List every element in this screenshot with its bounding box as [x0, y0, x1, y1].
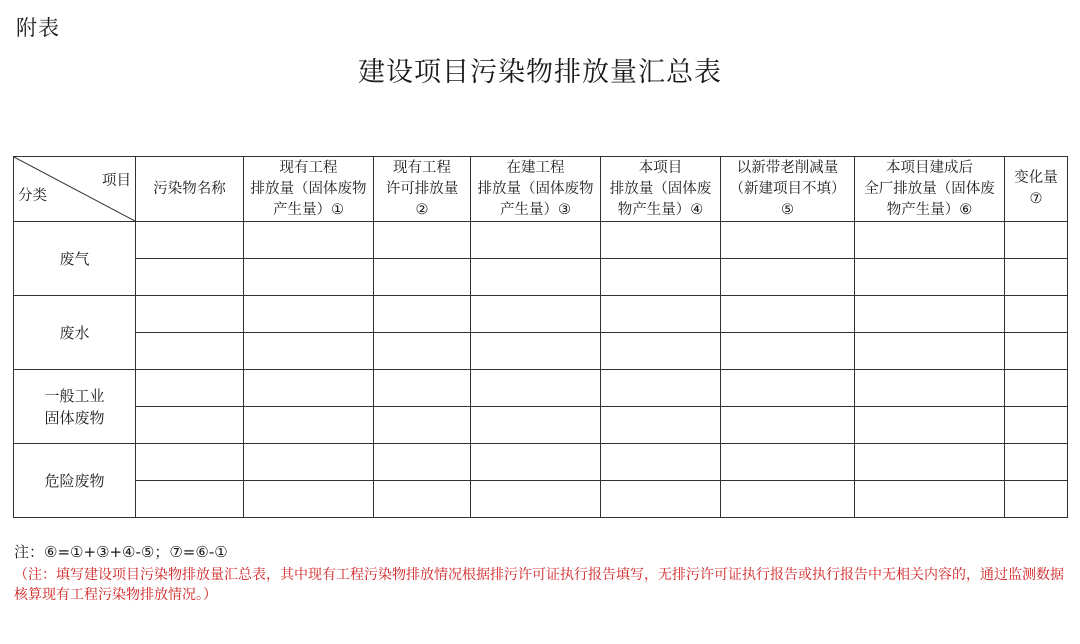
table-cell[interactable] — [855, 481, 1005, 518]
table-cell[interactable] — [601, 333, 721, 370]
table-cell[interactable] — [721, 407, 855, 444]
col-header-under-construction: 在建工程 排放量（固体废物 产生量）③ — [471, 157, 601, 222]
table-cell[interactable] — [1005, 481, 1068, 518]
diag-top-label: 项目 — [102, 173, 131, 189]
table-cell[interactable] — [601, 444, 721, 481]
table-row — [14, 296, 1068, 333]
appendix-label: 附表 — [16, 16, 60, 40]
table-cell[interactable] — [471, 370, 601, 407]
table-cell[interactable] — [374, 370, 471, 407]
table-cell[interactable] — [471, 296, 601, 333]
table-cell[interactable] — [471, 444, 601, 481]
table-cell[interactable] — [244, 481, 374, 518]
table-cell[interactable] — [136, 481, 244, 518]
col-header-existing-permit: 现有工程 许可排放量 ② — [374, 157, 471, 222]
table-row — [14, 407, 1068, 444]
table-row — [14, 333, 1068, 370]
table-cell[interactable] — [244, 222, 374, 259]
table-cell[interactable] — [244, 333, 374, 370]
table-cell[interactable] — [244, 296, 374, 333]
table-cell[interactable] — [1005, 259, 1068, 296]
table-cell[interactable] — [374, 481, 471, 518]
table-cell[interactable] — [136, 222, 244, 259]
table-cell[interactable] — [721, 444, 855, 481]
table-cell[interactable] — [601, 370, 721, 407]
header-row — [14, 157, 1068, 222]
table-cell[interactable] — [721, 370, 855, 407]
category-waste-gas: 废气 — [14, 222, 136, 296]
col-header-this-project: 本项目 排放量（固体废 物产生量）④ — [601, 157, 721, 222]
table-cell[interactable] — [244, 370, 374, 407]
category-hazardous-waste: 危险废物 — [14, 444, 136, 518]
table-cell[interactable] — [721, 259, 855, 296]
table-cell[interactable] — [601, 259, 721, 296]
col-header-plant-total: 本项目建成后 全厂排放量（固体废 物产生量）⑥ — [855, 157, 1005, 222]
table-cell[interactable] — [374, 296, 471, 333]
table-cell[interactable] — [471, 407, 601, 444]
table-row — [14, 370, 1068, 407]
table-cell[interactable] — [1005, 296, 1068, 333]
table-row — [14, 222, 1068, 259]
table-cell[interactable] — [374, 333, 471, 370]
table-cell[interactable] — [1005, 222, 1068, 259]
table-cell[interactable] — [374, 259, 471, 296]
table-cell[interactable] — [855, 259, 1005, 296]
table-cell[interactable] — [721, 481, 855, 518]
remark-note: （注：填写建设项目污染物排放量汇总表，其中现有工程污染物排放情况根据排污许可证执行报告填写，无排污许可证执行报告或执行报告中无相关内容的，通过监测数据核算现有工程污染物排放情况。） — [14, 567, 1064, 603]
table-cell[interactable] — [855, 370, 1005, 407]
table-cell[interactable] — [855, 296, 1005, 333]
table-cell[interactable] — [374, 444, 471, 481]
table-cell[interactable] — [471, 259, 601, 296]
table-row — [14, 444, 1068, 481]
table-cell[interactable] — [855, 333, 1005, 370]
table-cell[interactable] — [601, 407, 721, 444]
table-cell[interactable] — [136, 407, 244, 444]
table-cell[interactable] — [1005, 370, 1068, 407]
table-cell[interactable] — [601, 222, 721, 259]
table-row — [14, 481, 1068, 518]
table-cell[interactable] — [721, 222, 855, 259]
table-cell[interactable] — [136, 333, 244, 370]
table-cell[interactable] — [855, 222, 1005, 259]
table-cell[interactable] — [1005, 407, 1068, 444]
col-header-change: 变化量 ⑦ — [1005, 157, 1068, 222]
table-cell[interactable] — [1005, 444, 1068, 481]
table-cell[interactable] — [136, 370, 244, 407]
col-header-reduction: 以新带老削减量 （新建项目不填） ⑤ — [721, 157, 855, 222]
formula-note: 注：⑥=①+③+④-⑤；⑦=⑥-① — [14, 543, 228, 561]
table-cell[interactable] — [244, 444, 374, 481]
table-cell[interactable] — [244, 407, 374, 444]
table-cell[interactable] — [721, 333, 855, 370]
table-cell[interactable] — [601, 481, 721, 518]
table-row — [14, 259, 1068, 296]
category-general-solid-waste: 一般工业 固体废物 — [14, 370, 136, 444]
table-cell[interactable] — [855, 444, 1005, 481]
table-cell[interactable] — [471, 481, 601, 518]
table-cell[interactable] — [601, 296, 721, 333]
table-cell[interactable] — [471, 222, 601, 259]
table-cell[interactable] — [374, 407, 471, 444]
table-cell[interactable] — [471, 333, 601, 370]
table-cell[interactable] — [136, 444, 244, 481]
table-cell[interactable] — [855, 407, 1005, 444]
col-header-existing-emission: 现有工程 排放量（固体废物 产生量）① — [244, 157, 374, 222]
diag-bottom-label: 分类 — [18, 188, 47, 204]
table-cell[interactable] — [136, 259, 244, 296]
table-cell[interactable] — [244, 259, 374, 296]
page-title: 建设项目污染物排放量汇总表 — [358, 57, 722, 88]
table-cell[interactable] — [136, 296, 244, 333]
col-header-pollutant-name: 污染物名称 — [136, 157, 244, 222]
table-cell[interactable] — [1005, 333, 1068, 370]
category-waste-water: 废水 — [14, 296, 136, 370]
table-cell[interactable] — [374, 222, 471, 259]
summary-table — [13, 156, 1068, 518]
table-cell[interactable] — [721, 296, 855, 333]
diagonal-header-cell — [14, 157, 136, 222]
